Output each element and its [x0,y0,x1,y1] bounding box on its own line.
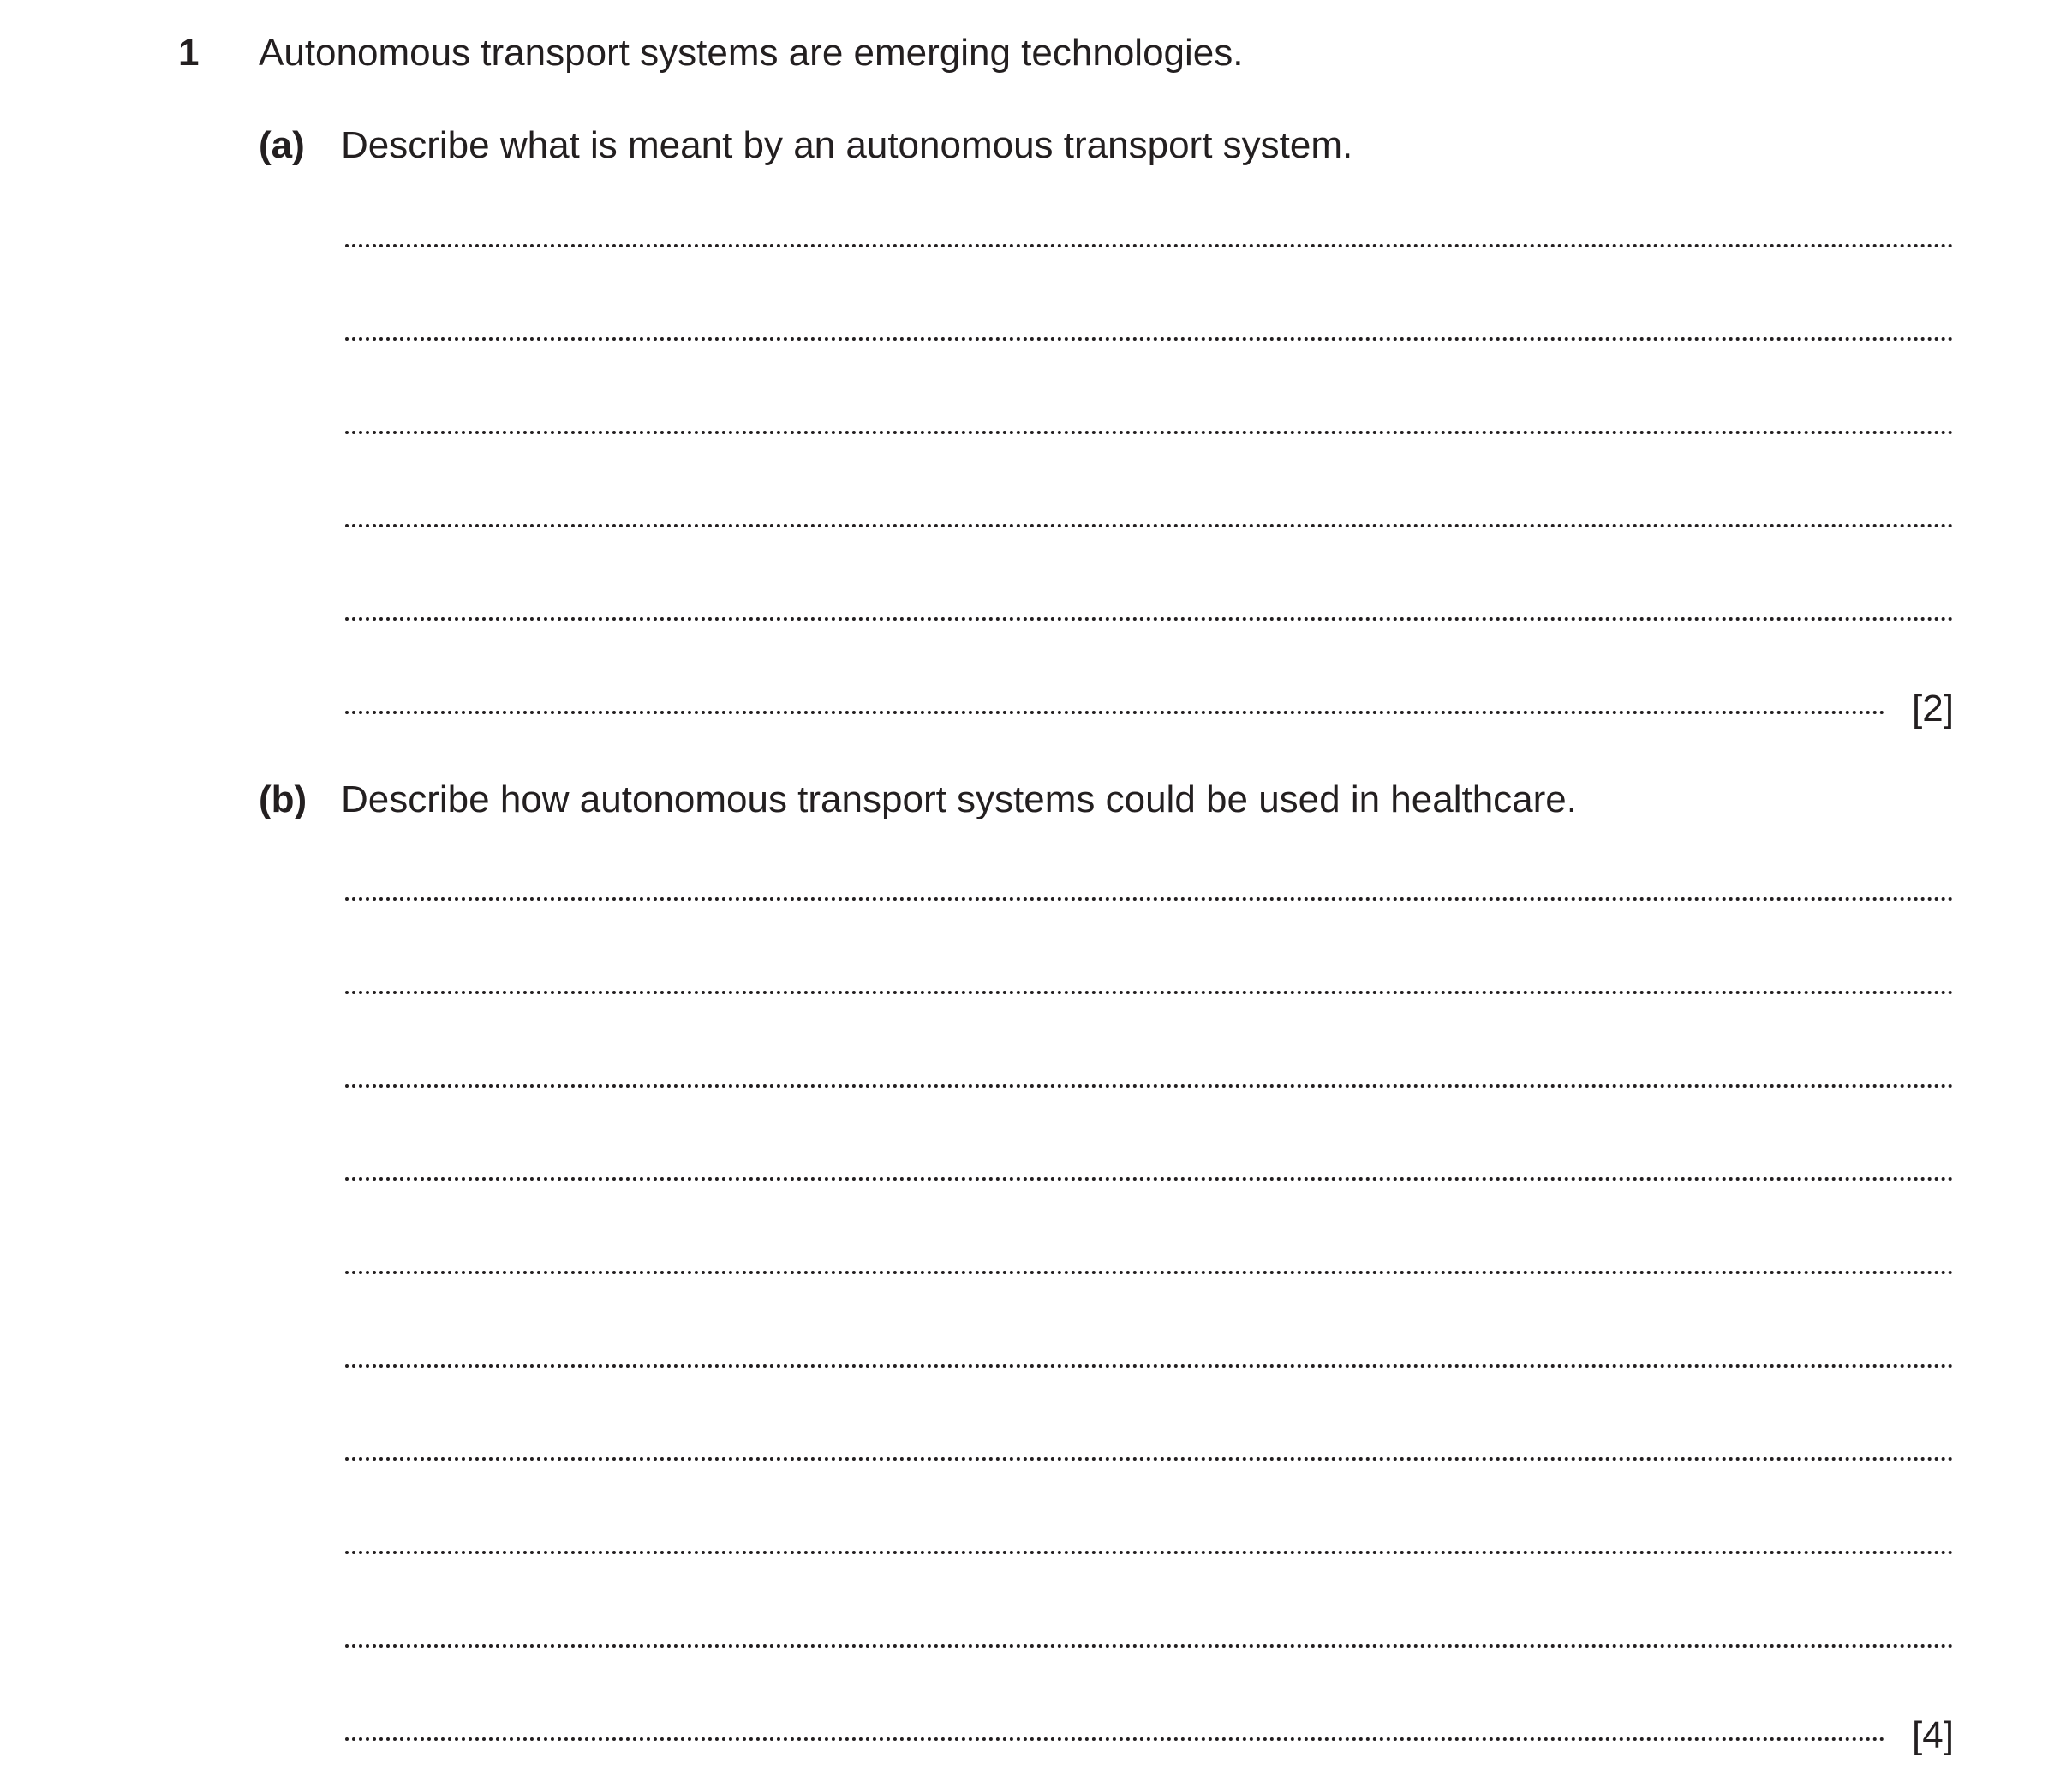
part-b-label: (b) [259,778,308,820]
part-a-answer-line[interactable] [345,711,1885,714]
question-number: 1 [178,32,200,74]
part-a-answer-line[interactable] [345,431,1954,434]
part-a-marks: [2] [1912,688,1954,730]
part-b-answer-line[interactable] [345,1271,1954,1274]
part-a-answer-line[interactable] [345,617,1954,621]
part-b-answer-line[interactable] [345,1644,1954,1648]
part-a-answer-line[interactable] [345,244,1954,247]
part-b-text: Describe how autonomous transport systems could be used in healthcare. [341,778,1577,820]
part-b-answer-line[interactable] [345,897,1954,901]
part-a-answer-line[interactable] [345,524,1954,527]
part-a-answer-line[interactable] [345,337,1954,341]
part-b-answer-line[interactable] [345,1457,1954,1461]
part-a-text: Describe what is meant by an autonomous transport system. [341,124,1353,166]
part-a-label: (a) [259,124,305,166]
part-b-answer-line[interactable] [345,1084,1954,1088]
part-b-answer-line[interactable] [345,1177,1954,1181]
part-b-answer-line[interactable] [345,1551,1954,1554]
part-b-answer-line[interactable] [345,1737,1885,1741]
question-stem: Autonomous transport systems are emerging technologies. [259,32,1244,74]
part-b-answer-line[interactable] [345,1364,1954,1368]
part-b-answer-line[interactable] [345,991,1954,994]
part-b-marks: [4] [1912,1714,1954,1756]
